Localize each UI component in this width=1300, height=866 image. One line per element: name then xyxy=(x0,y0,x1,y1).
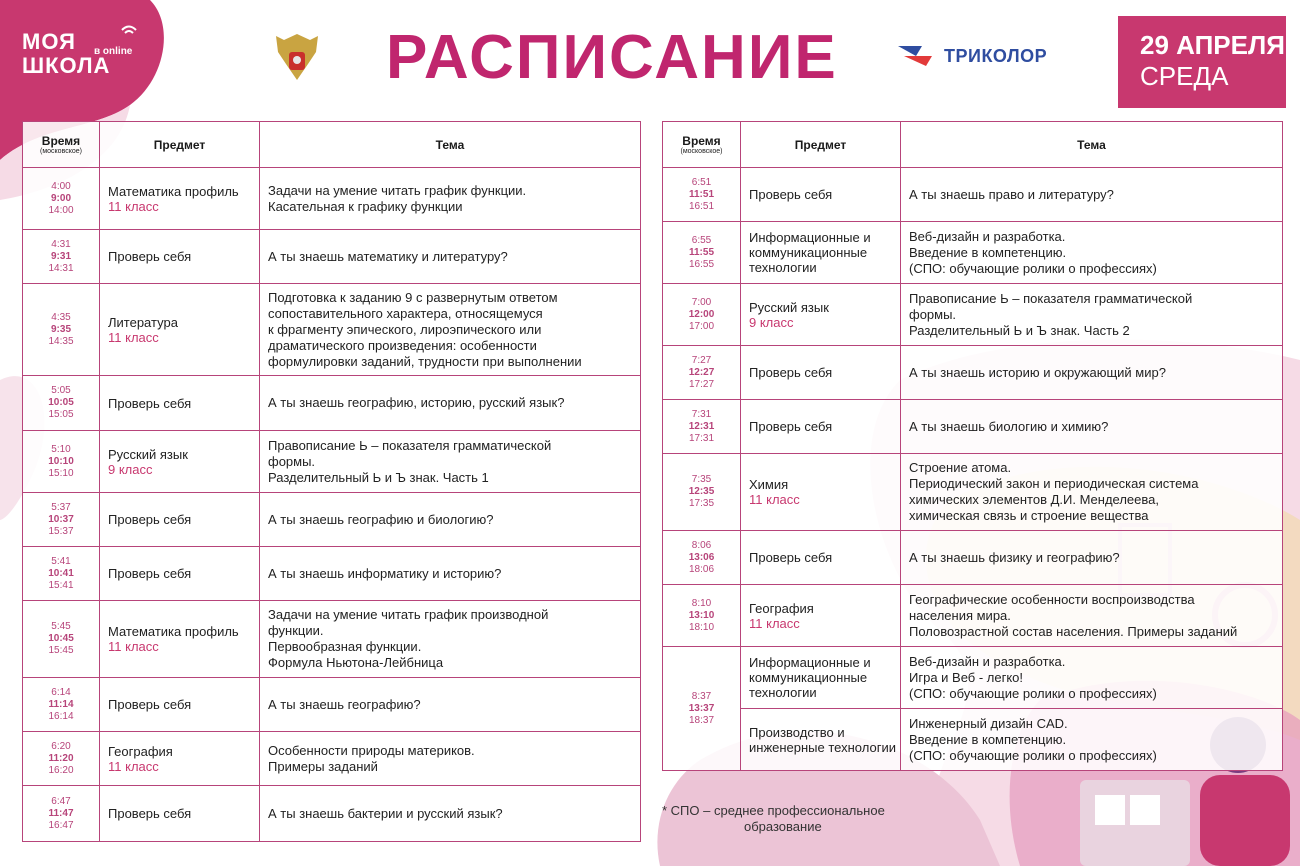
topic-cell xyxy=(260,786,641,842)
table-row xyxy=(23,376,641,431)
time-early: 7:31 xyxy=(691,408,712,420)
time-early: 4:00 xyxy=(51,180,71,192)
time-cell xyxy=(663,454,741,531)
topic-line: А ты знаешь историю и окружающий мир? xyxy=(909,364,1166,380)
subject-cell xyxy=(741,168,901,222)
topic-line: формы. xyxy=(268,453,316,469)
subject-name: Проверь себя xyxy=(108,697,192,712)
topic-line: А ты знаешь географию и биологию? xyxy=(268,511,494,527)
topic-line: А ты знаешь право и литературу? xyxy=(909,186,1114,202)
topic-line: сопоставительного характера, относящемуся xyxy=(268,305,543,321)
time-early: 8:10 xyxy=(691,597,712,609)
table-row xyxy=(663,168,1283,222)
topic-line: (СПО: обучающие ролики о профессиях) xyxy=(909,260,1157,276)
subject-cell xyxy=(100,168,260,230)
tricolor-label: ТРИКОЛОР xyxy=(944,45,1048,66)
topic-line: Подготовка к заданию 9 с развернутым ответом xyxy=(268,289,558,305)
time-moscow: 9:35 xyxy=(50,323,71,335)
topic-cell xyxy=(260,230,641,284)
time-cell xyxy=(23,431,100,493)
table-row xyxy=(23,732,641,786)
subject-cell xyxy=(100,376,260,431)
time-cell xyxy=(23,786,100,842)
subject-cell xyxy=(100,493,260,547)
time-moscow: 11:14 xyxy=(48,698,74,710)
topic-line: Веб-дизайн и разработка. xyxy=(909,228,1066,244)
topic-line: Разделительный Ь и Ъ знак. Часть 2 xyxy=(909,322,1130,338)
topic-line: Первообразная функции. xyxy=(268,639,422,654)
topic-cell xyxy=(260,168,641,230)
time-early: 5:10 xyxy=(51,443,71,455)
topic-cell xyxy=(901,346,1283,400)
topic-cell xyxy=(901,168,1283,222)
topic-cell xyxy=(901,531,1283,585)
topic-line: химических элементов Д.И. Менделеева, xyxy=(909,492,1159,507)
time-moscow: 10:45 xyxy=(48,633,74,644)
time-cell xyxy=(23,376,100,431)
time-late: 15:45 xyxy=(48,645,74,656)
subject-name: Проверь себя xyxy=(108,512,192,527)
topic-line: населения мира. xyxy=(909,607,1011,623)
topic-line: (СПО: обучающие ролики о профессиях) xyxy=(909,685,1157,701)
header-topic: Тема xyxy=(901,122,1283,168)
topic-cell xyxy=(260,678,641,732)
header-subject: Предмет xyxy=(100,122,260,168)
time-cell xyxy=(23,230,100,284)
time-late: 14:31 xyxy=(48,262,74,274)
table-row xyxy=(663,284,1283,346)
subject-grade: 9 класс xyxy=(108,461,153,477)
time-cell xyxy=(663,400,741,454)
footnote-line-2: образование xyxy=(744,819,822,834)
topic-cell xyxy=(260,601,641,678)
table-row xyxy=(23,601,641,678)
topic-cell xyxy=(260,493,641,547)
subject-name: Математика профиль xyxy=(108,624,239,639)
topic-cell xyxy=(260,284,641,376)
topic-line: А ты знаешь биологию и химию? xyxy=(909,418,1109,434)
topic-line: Инженерный дизайн CAD. xyxy=(909,715,1068,731)
table-row xyxy=(23,230,641,284)
topic-line: Периодический закон и периодическая система xyxy=(909,476,1199,491)
date-weekday: СРЕДА xyxy=(1140,61,1229,91)
table-row xyxy=(23,786,641,842)
time-moscow: 10:37 xyxy=(48,513,74,525)
subject-name: Информационные и коммуникационные технологии xyxy=(749,230,871,275)
time-early: 6:20 xyxy=(51,740,71,752)
topic-line: Разделительный Ь и Ъ знак. Часть 1 xyxy=(268,469,489,485)
time-early: 7:35 xyxy=(691,474,712,485)
topic-line: Географические особенности воспроизводства xyxy=(909,591,1195,607)
time-late: 16:20 xyxy=(48,764,74,776)
subject-name: Проверь себя xyxy=(749,365,833,380)
subject-name: География xyxy=(108,743,173,759)
subject-cell xyxy=(100,786,260,842)
table-row xyxy=(663,454,1283,531)
time-cell xyxy=(23,493,100,547)
footnote xyxy=(662,803,885,835)
time-cell xyxy=(23,284,100,376)
subject-name: Математика профиль xyxy=(108,183,239,199)
topic-line: формулировки заданий, трудности при выполнении xyxy=(268,353,582,369)
table-row xyxy=(23,678,641,732)
moya-shkola-logo xyxy=(22,29,133,78)
schedule-table-right xyxy=(662,121,1283,771)
subject-name: Проверь себя xyxy=(108,395,192,411)
subject-name: Проверь себя xyxy=(108,249,192,264)
time-moscow: 12:00 xyxy=(688,308,715,320)
topic-line: Строение атома. xyxy=(909,460,1012,475)
topic-cell xyxy=(260,732,641,786)
time-cell xyxy=(23,732,100,786)
time-moscow: 12:35 xyxy=(688,486,715,497)
table-row xyxy=(23,284,641,376)
subject-grade: 9 класс xyxy=(749,314,794,330)
topic-cell xyxy=(260,547,641,601)
subject-grade: 11 класс xyxy=(108,198,159,214)
time-cell xyxy=(663,346,741,400)
table-row xyxy=(663,400,1283,454)
topic-cell xyxy=(901,400,1283,454)
subject-name: Проверь себя xyxy=(749,419,833,434)
topic-cell xyxy=(901,284,1283,346)
time-moscow: 12:27 xyxy=(688,366,715,378)
logo-online: в online xyxy=(94,46,133,57)
subject-name: Русский язык xyxy=(108,446,188,462)
topic-line: Веб-дизайн и разработка. xyxy=(909,653,1066,669)
table-row xyxy=(663,222,1283,284)
tricolor-logo xyxy=(898,42,1047,70)
subject-name: Химия xyxy=(749,477,789,492)
subject-cell xyxy=(100,678,260,732)
time-moscow: 12:31 xyxy=(688,420,715,432)
subject-cell xyxy=(741,400,901,454)
time-early: 6:51 xyxy=(691,176,712,188)
subject-name: Русский язык xyxy=(749,299,829,315)
topic-cell xyxy=(260,431,641,493)
time-late: 17:27 xyxy=(688,378,715,390)
time-cell xyxy=(663,647,741,771)
time-late: 18:06 xyxy=(688,563,715,575)
table-row xyxy=(663,531,1283,585)
topic-line: А ты знаешь географию? xyxy=(268,696,421,712)
time-cell xyxy=(663,284,741,346)
time-late: 17:31 xyxy=(688,432,715,444)
table-row xyxy=(23,547,641,601)
topic-line: Правописание Ь – показателя грамматической xyxy=(268,437,552,453)
table-row xyxy=(663,647,1283,709)
table-row xyxy=(663,709,1283,771)
schedule-table-left xyxy=(22,121,641,842)
table-row xyxy=(23,493,641,547)
time-late: 14:35 xyxy=(48,335,74,347)
topic-cell xyxy=(901,222,1283,284)
topic-line: А ты знаешь бактерии и русский язык? xyxy=(268,805,503,821)
tricolor-mark-icon xyxy=(898,42,938,70)
subject-cell xyxy=(741,454,901,531)
topic-line: А ты знаешь информатику и историю? xyxy=(268,565,502,581)
time-late: 15:10 xyxy=(48,467,74,479)
time-moscow: 9:31 xyxy=(50,250,71,262)
time-late: 16:47 xyxy=(48,819,74,831)
header-time: Время (московское) xyxy=(663,122,741,168)
time-early: 6:14 xyxy=(51,686,71,698)
topic-line: драматического произведения: особенности xyxy=(268,337,537,353)
coat-of-arms-icon xyxy=(272,30,322,86)
topic-line: Введение в компетенцию. xyxy=(909,244,1067,260)
time-early: 8:06 xyxy=(691,539,712,551)
time-moscow: 10:10 xyxy=(48,455,74,467)
time-late: 16:14 xyxy=(48,710,74,722)
logo-line-2: ШКОЛА xyxy=(22,53,111,78)
time-moscow: 10:05 xyxy=(48,397,74,408)
wifi-icon xyxy=(120,24,138,36)
topic-line: функции. xyxy=(268,623,324,638)
topic-line: Формула Ньютона-Лейбница xyxy=(268,655,444,670)
table-row xyxy=(663,346,1283,400)
time-early: 5:45 xyxy=(51,621,71,632)
subject-grade: 11 класс xyxy=(108,329,159,345)
subject-cell xyxy=(100,230,260,284)
time-moscow: 11:20 xyxy=(48,752,74,764)
subject-name: Проверь себя xyxy=(749,187,833,202)
header-topic: Тема xyxy=(260,122,641,168)
subject-cell xyxy=(100,431,260,493)
topic-line: А ты знаешь математику и литературу? xyxy=(268,248,508,264)
subject-name: Литература xyxy=(108,314,178,330)
date-day: 29 АПРЕЛЯ xyxy=(1140,30,1285,60)
time-cell xyxy=(23,678,100,732)
subject-grade: 11 класс xyxy=(749,492,800,507)
topic-cell xyxy=(901,585,1283,647)
time-cell xyxy=(663,168,741,222)
time-early: 6:55 xyxy=(691,234,712,246)
time-late: 15:41 xyxy=(48,579,74,591)
topic-line: к фрагменту эпического, лироэпического или xyxy=(268,321,542,337)
time-cell xyxy=(23,601,100,678)
time-early: 7:00 xyxy=(691,296,712,308)
subject-grade: 11 класс xyxy=(108,639,159,654)
table-row xyxy=(23,168,641,230)
time-cell xyxy=(23,547,100,601)
subject-name: Проверь себя xyxy=(749,550,833,565)
time-late: 14:00 xyxy=(48,204,74,216)
subject-name: Проверь себя xyxy=(108,566,192,581)
time-late: 16:51 xyxy=(688,200,715,212)
subject-name: География xyxy=(749,600,814,616)
page-title: РАСПИСАНИЕ xyxy=(386,23,838,92)
header-subject: Предмет xyxy=(741,122,901,168)
time-early: 6:47 xyxy=(51,795,71,807)
subject-cell xyxy=(741,709,901,771)
topic-line: химическая связь и строение вещества xyxy=(909,508,1149,523)
time-moscow: 11:55 xyxy=(688,246,715,258)
topic-line: Задачи на умение читать график производной xyxy=(268,607,549,622)
time-early: 5:05 xyxy=(51,385,71,396)
time-early: 5:41 xyxy=(51,555,71,567)
time-early: 4:31 xyxy=(51,238,71,250)
topic-line: Игра и Веб - легко! xyxy=(909,669,1024,685)
time-moscow: 13:10 xyxy=(688,609,715,621)
time-moscow: 11:47 xyxy=(48,807,74,819)
subject-grade: 11 класс xyxy=(108,758,159,774)
topic-cell xyxy=(901,454,1283,531)
table-row xyxy=(663,585,1283,647)
time-late: 18:37 xyxy=(688,714,715,726)
time-cell xyxy=(663,531,741,585)
time-early: 8:37 xyxy=(691,690,712,702)
table-row xyxy=(23,431,641,493)
topic-line: Половозрастной состав населения. Примеры заданий xyxy=(909,623,1238,639)
topic-line: формы. xyxy=(909,306,957,322)
topic-line: Особенности природы материков. xyxy=(268,742,475,758)
topic-cell xyxy=(901,709,1283,771)
time-cell xyxy=(663,585,741,647)
time-late: 15:37 xyxy=(48,525,74,537)
time-early: 7:27 xyxy=(691,354,712,366)
topic-line: Введение в компетенцию. xyxy=(909,731,1067,747)
subject-cell xyxy=(100,284,260,376)
subject-cell xyxy=(100,601,260,678)
time-moscow: 11:51 xyxy=(688,188,715,200)
topic-line: Примеры заданий xyxy=(268,758,378,774)
topic-cell xyxy=(901,647,1283,709)
time-early: 5:37 xyxy=(51,501,71,513)
subject-name: Производство и инженерные технологии xyxy=(749,724,896,755)
header-time: Время (московское) xyxy=(23,122,100,168)
time-cell xyxy=(663,222,741,284)
topic-line: Касательная к графику функции xyxy=(268,198,463,214)
subject-cell xyxy=(741,585,901,647)
date-box xyxy=(1118,16,1286,108)
time-early: 4:35 xyxy=(51,311,71,323)
subject-cell xyxy=(741,647,901,709)
time-late: 17:00 xyxy=(688,320,715,332)
subject-name: Информационные и коммуникационные технологии xyxy=(749,655,871,700)
time-late: 15:05 xyxy=(48,409,74,420)
time-late: 17:35 xyxy=(688,498,715,509)
topic-line: А ты знаешь географию, историю, русский язык? xyxy=(268,395,565,410)
topic-line: Правописание Ь – показателя грамматической xyxy=(909,290,1193,306)
subject-grade: 11 класс xyxy=(749,615,800,631)
footnote-line-1: * СПО – среднее профессиональное xyxy=(662,803,885,818)
subject-cell xyxy=(100,547,260,601)
topic-line: (СПО: обучающие ролики о профессиях) xyxy=(909,747,1157,763)
time-moscow: 13:06 xyxy=(688,551,715,563)
subject-cell xyxy=(741,346,901,400)
time-moscow: 9:00 xyxy=(50,192,71,204)
time-moscow: 13:37 xyxy=(688,702,715,714)
subject-cell xyxy=(741,222,901,284)
topic-cell xyxy=(260,376,641,431)
time-cell xyxy=(23,168,100,230)
subject-cell xyxy=(100,732,260,786)
subject-cell xyxy=(741,284,901,346)
topic-line: А ты знаешь физику и географию? xyxy=(909,549,1120,565)
topic-line: Задачи на умение читать график функции. xyxy=(268,182,527,198)
logo-line-1: МОЯ xyxy=(22,29,76,54)
time-late: 16:55 xyxy=(688,258,715,270)
subject-name: Проверь себя xyxy=(108,806,192,821)
subject-cell xyxy=(741,531,901,585)
time-late: 18:10 xyxy=(688,621,715,633)
time-moscow: 10:41 xyxy=(48,567,74,579)
